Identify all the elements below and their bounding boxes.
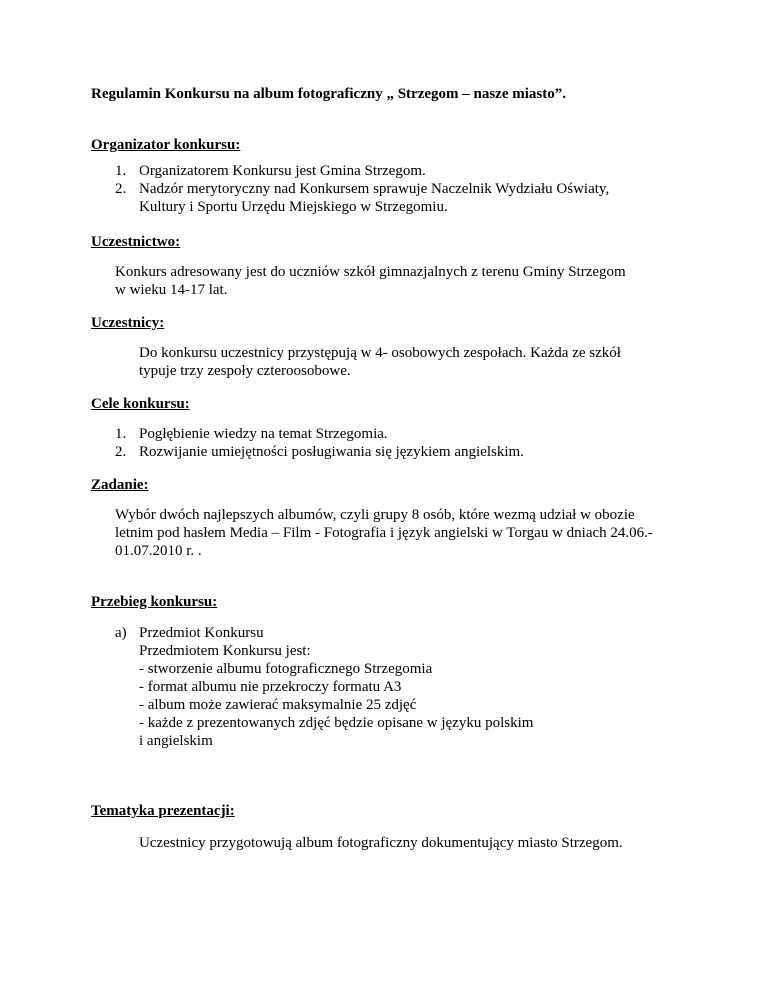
list-label: a) bbox=[115, 625, 127, 641]
list-item-continuation: Kultury i Sportu Urzędu Miejskiego w Strzegomiu. bbox=[139, 199, 448, 215]
heading-participation: Uczestnictwo: bbox=[91, 234, 181, 250]
course-line: - stworzenie albumu fotograficznego Strzegomia bbox=[139, 661, 433, 677]
list-number: 1. bbox=[115, 426, 127, 442]
list-item: Nadzór merytoryczny nad Konkursem sprawuje Naczelnik Wydziału Oświaty, bbox=[139, 181, 610, 197]
course-line: i angielskim bbox=[139, 733, 213, 749]
course-line: - format albumu nie przekroczy formatu A3 bbox=[139, 679, 402, 695]
heading-goals: Cele konkursu: bbox=[91, 396, 190, 412]
course-line: Przedmiotem Konkursu jest: bbox=[139, 643, 311, 659]
paragraph-line: typuje trzy zespoły czteroosobowe. bbox=[139, 363, 351, 379]
course-line: Przedmiot Konkursu bbox=[139, 625, 264, 641]
paragraph-line: Uczestnicy przygotowują album fotograficzny dokumentujący miasto Strzegom. bbox=[139, 835, 623, 851]
list-number: 1. bbox=[115, 163, 127, 179]
paragraph-line: Do konkursu uczestnicy przystępują w 4- osobowych zespołach. Każda ze szkół bbox=[139, 345, 621, 361]
heading-course: Przebieg konkursu: bbox=[91, 594, 218, 610]
course-line: - każde z prezentowanych zdjęć będzie opisane w języku polskim bbox=[139, 715, 534, 731]
list-item: Rozwijanie umiejętności posługiwania się językiem angielskim. bbox=[139, 444, 524, 460]
paragraph-line: Wybór dwóch najlepszych albumów, czyli grupy 8 osób, które wezmą udział w obozie bbox=[115, 507, 635, 523]
heading-participants: Uczestnicy: bbox=[91, 315, 165, 331]
list-item: Pogłębienie wiedzy na temat Strzegomia. bbox=[139, 426, 388, 442]
paragraph-line: w wieku 14-17 lat. bbox=[115, 282, 228, 298]
paragraph-line: Konkurs adresowany jest do uczniów szkół gimnazjalnych z terenu Gminy Strzegom bbox=[115, 264, 626, 280]
list-number: 2. bbox=[115, 444, 127, 460]
list-item: Organizatorem Konkursu jest Gmina Strzegom. bbox=[139, 163, 426, 179]
document-title: Regulamin Konkursu na album fotograficzny „ Strzegom – nasze miasto”. bbox=[91, 86, 566, 102]
paragraph-line: 01.07.2010 r. . bbox=[115, 543, 202, 559]
course-line: - album może zawierać maksymalnie 25 zdjęć bbox=[139, 697, 417, 713]
heading-topic: Tematyka prezentacji: bbox=[91, 803, 235, 819]
heading-task: Zadanie: bbox=[91, 477, 149, 493]
heading-organizer: Organizator konkursu: bbox=[91, 137, 241, 153]
paragraph-line: letnim pod hasłem Media – Film - Fotografia i język angielski w Torgau w dniach 24.06.- bbox=[115, 525, 653, 541]
list-number: 2. bbox=[115, 181, 127, 197]
